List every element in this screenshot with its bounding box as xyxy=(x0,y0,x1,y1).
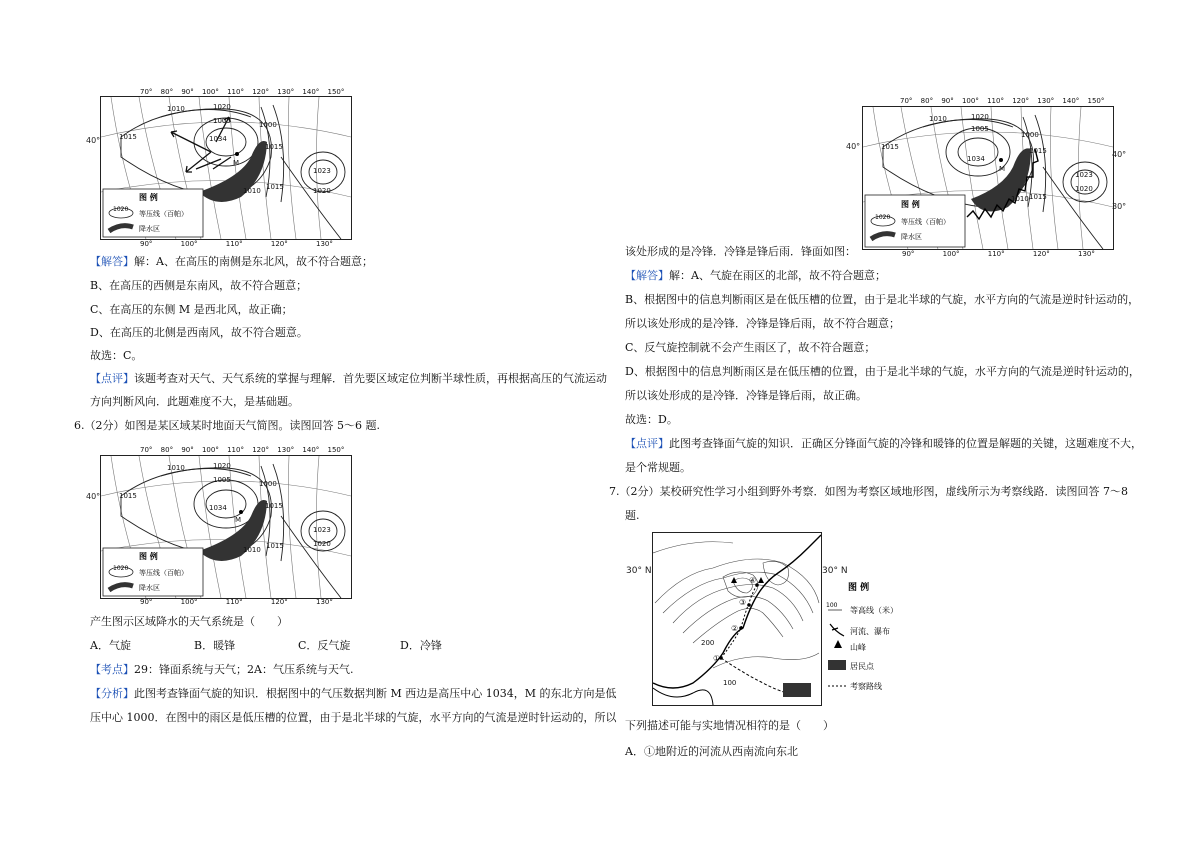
lat-label: 30° N xyxy=(626,566,652,576)
legend-rain: 降水区 xyxy=(139,225,160,233)
site-label: ① xyxy=(713,654,721,663)
isobar-label: 1000 xyxy=(259,121,277,129)
legend-river: 河流、瀑布 xyxy=(850,627,890,636)
weather-map-front xyxy=(862,106,1114,250)
isobar-label: 1020 xyxy=(313,540,331,548)
option-d: D．冷锋 xyxy=(400,639,442,652)
legend-rain: 降水区 xyxy=(901,233,922,241)
isobar-label: 1010 xyxy=(243,187,261,195)
answer-line-1: 【解答】解：A、气旋在雨区的北部，故不符合题意； xyxy=(625,269,886,282)
answer-line-3: 所以该处形成的是冷锋．冷锋是锋后雨，故不符合题意； xyxy=(625,317,900,330)
isobar-label: 1015 xyxy=(1029,193,1047,201)
point-m-label: M xyxy=(233,159,240,167)
contour-label: 200 xyxy=(701,639,715,647)
weather-map-answer xyxy=(100,96,352,240)
lat-label: 40° xyxy=(86,136,101,145)
legend-title: 图 例 xyxy=(139,552,158,561)
isobar-label: 1010 xyxy=(243,546,261,554)
legend-title: 图 例 xyxy=(901,200,920,209)
question-7: 7.（2分）某校研究性学习小组到野外考察．如图为考察区域地形图，虚线所示为考察线路．读图回答 7～8 xyxy=(609,485,1128,498)
legend-contour-sample: 100 xyxy=(826,602,838,609)
isobar-label: 1005 xyxy=(213,117,231,125)
analysis-line-1: 【分析】此图考查锋面气旋的知识．根据图中的气压数据判断 M 西边是高压中心 1034，M 的东北方向是低 xyxy=(90,687,617,700)
legend-route: 考察路线 xyxy=(850,682,882,691)
bottom-lon-labels: 90° 100° 110° 120° 130° xyxy=(140,598,333,606)
site-label: ④ xyxy=(749,576,757,585)
isobar-label: 1015 xyxy=(119,133,137,141)
legend-rain: 降水区 xyxy=(139,584,160,592)
isobar-label: 1015 xyxy=(265,502,283,510)
legend-title: 图 例 xyxy=(848,583,870,593)
kaodian-line: 【考点】29：锋面系统与天气；2A：气压系统与天气. xyxy=(90,663,354,676)
legend-isobar-sample: 1020 xyxy=(113,565,129,572)
isobar-label: 1034 xyxy=(209,504,227,512)
isobar-label: 1015 xyxy=(119,492,137,500)
answer-line-5: D、根据图中的信息判断雨区是在低压槽的位置，由于是北半球的气旋，水平方向的气流是逆时针运动的， xyxy=(625,365,1140,378)
lat-label: 40° xyxy=(1112,150,1127,159)
isobar-label: 1010 xyxy=(167,105,185,113)
point-m-label: M xyxy=(235,516,242,524)
comment-line-1: 【点评】该题考查对天气、天气系统的掌握与理解．首先要区域定位判断半球性质，再根据高压的气流运动 xyxy=(90,372,607,385)
legend-contour: 等高线（米） xyxy=(850,606,898,615)
front-intro: 该处形成的是冷锋．冷锋是锋后雨．锋面如图： xyxy=(625,245,856,258)
isobar-label: 1000 xyxy=(1021,131,1039,139)
isobar-label: 1010 xyxy=(1011,195,1029,203)
isobar-label: 1015 xyxy=(1029,147,1047,155)
isobar-label: 1023 xyxy=(1075,171,1093,179)
terrain-map xyxy=(652,532,822,706)
lat-label: 40° xyxy=(846,142,861,151)
comment-line-2: 是个常规题。 xyxy=(625,461,691,474)
lat-label: 40° xyxy=(86,492,101,501)
isobar-label: 1023 xyxy=(313,167,331,175)
legend-isobar-sample: 1020 xyxy=(113,206,129,213)
isobar-label: 1000 xyxy=(259,480,277,488)
site-label: ③ xyxy=(739,598,747,607)
isobar-label: 1023 xyxy=(313,526,331,534)
question-6: 6.（2分）如图是某区域某时地面天气简图。读图回答 5～6 题. xyxy=(74,419,380,432)
isobar-label: 1015 xyxy=(881,143,899,151)
answer-choice: 故选：C。 xyxy=(90,349,143,362)
top-lon-labels: 70° 80° 90° 100° 110° 120° 130° 140° 150° xyxy=(900,97,1105,105)
isobar-label: 1020 xyxy=(213,462,231,470)
question-stem: 下列描述可能与实地情况相符的是（ ） xyxy=(625,719,834,732)
terrain-legend xyxy=(826,580,946,710)
contour-label: 100 xyxy=(723,679,737,687)
isobar-label: 1020 xyxy=(213,103,231,111)
top-lon-labels: 70° 80° 90° 100° 110° 120° 130° 140° 150° xyxy=(140,446,345,454)
option-a: A．气旋 xyxy=(90,639,131,652)
legend-settlement: 居民点 xyxy=(850,662,874,671)
legend-peak: 山峰 xyxy=(850,643,866,652)
answer-line-2: B、在高压的西侧是东南风，故不符合题意； xyxy=(90,279,308,292)
bottom-lon-labels: 90° 100° 110° 120° 130° xyxy=(140,240,333,248)
legend-isobar: 等压线（百帕） xyxy=(139,569,188,577)
question-7-cont: 题. xyxy=(625,509,640,522)
isobar-label: 1015 xyxy=(266,542,284,550)
answer-line-4: C、反气旋控制就不会产生雨区了，故不符合题意； xyxy=(625,341,876,354)
comment-line-2: 方向判断风向．此题难度不大，是基础题。 xyxy=(90,395,299,408)
top-lon-labels: 70° 80° 90° 100° 110° 120° 130° 140° 150° xyxy=(140,88,345,96)
isobar-label: 1010 xyxy=(167,464,185,472)
lat-label: 30° xyxy=(1112,202,1127,211)
isobar-label: 1005 xyxy=(213,476,231,484)
answer-choice: 故选：D。 xyxy=(625,413,678,426)
isobar-label: 1034 xyxy=(967,155,985,163)
option-a: A．①地附近的河流从西南流向东北 xyxy=(625,745,798,758)
isobar-label: 1005 xyxy=(971,125,989,133)
legend-isobar: 等压线（百帕） xyxy=(139,210,188,218)
bottom-lon-labels: 90° 100° 110° 120° 130° xyxy=(902,250,1095,258)
site-label: ② xyxy=(731,624,739,633)
answer-line-1: 【解答】解：A、在高压的南侧是东北风，故不符合题意； xyxy=(90,255,373,268)
answer-line-4: D、在高压的北侧是西南风，故不符合题意。 xyxy=(90,326,308,339)
legend-isobar-sample: 1020 xyxy=(875,214,891,221)
answer-line-3: C、在高压的东侧 M 是西北风，故正确； xyxy=(90,303,293,316)
isobar-label: 1020 xyxy=(1075,185,1093,193)
lat-label: 30° N xyxy=(822,566,848,576)
point-m-label: M xyxy=(999,165,1006,173)
isobar-label: 1020 xyxy=(971,113,989,121)
option-c: C．反气旋 xyxy=(298,639,351,652)
isobar-label: 1020 xyxy=(313,187,331,195)
legend-isobar: 等压线（百帕） xyxy=(901,218,950,226)
isobar-label: 1015 xyxy=(265,143,283,151)
legend-title: 图 例 xyxy=(139,193,158,202)
weather-map-question xyxy=(100,455,352,599)
isobar-label: 1010 xyxy=(929,115,947,123)
isobar-label: 1034 xyxy=(209,135,227,143)
question-stem: 产生图示区域降水的天气系统是（ ） xyxy=(90,615,288,628)
analysis-line-2: 压中心 1000．在图中的雨区是低压槽的位置，由于是北半球的气旋，水平方向的气流是逆时针运动的，所以 xyxy=(90,711,617,724)
answer-line-2: B、根据图中的信息判断雨区是在低压槽的位置，由于是北半球的气旋，水平方向的气流是逆时针运动的， xyxy=(625,293,1140,306)
comment-line-1: 【点评】此图考查锋面气旋的知识．正确区分锋面气旋的冷锋和暖锋的位置是解题的关键，这题难度不大， xyxy=(625,437,1142,450)
isobar-label: 1015 xyxy=(266,183,284,191)
answer-line-6: 所以该处形成的是冷锋．冷锋是锋后雨，故正确。 xyxy=(625,389,867,402)
option-b: B．暖锋 xyxy=(194,639,236,652)
